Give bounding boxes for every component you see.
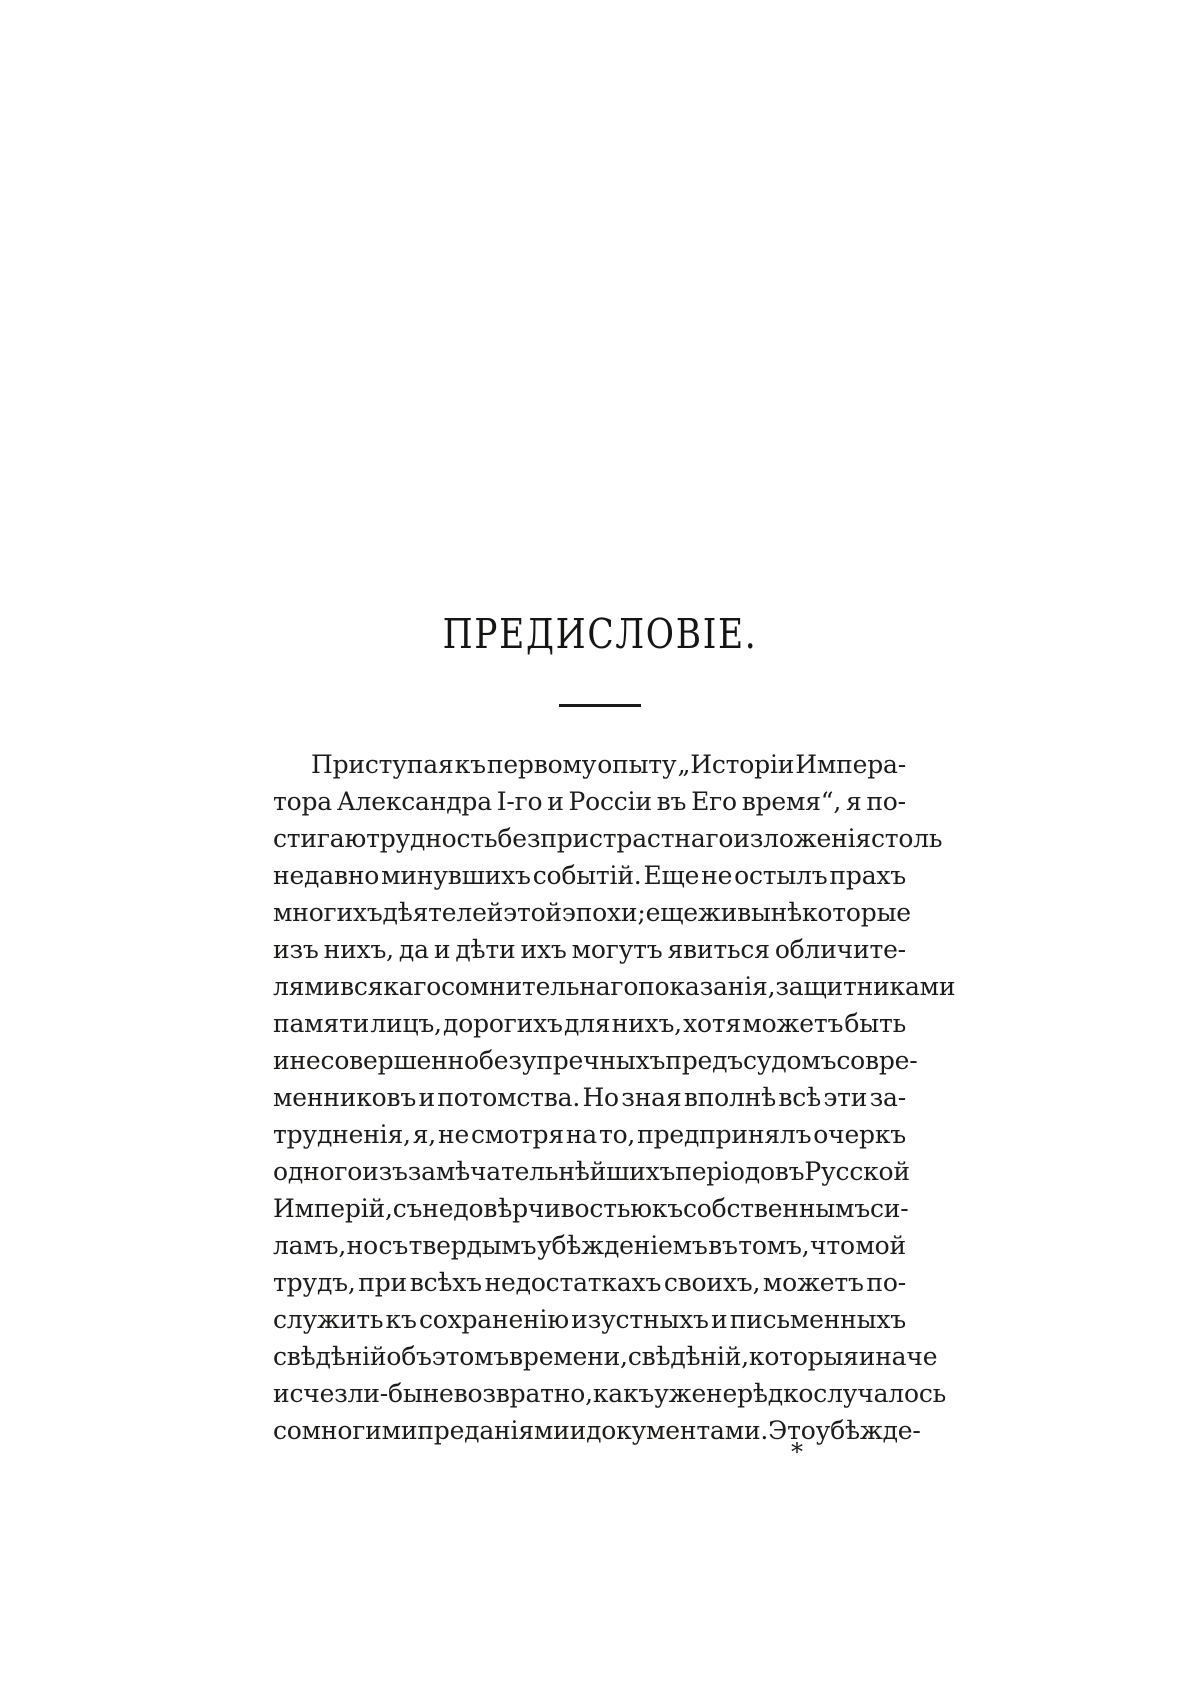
paragraph-line: одного изъ замѣчательнѣйшихъ періодовъ Русской (273, 1157, 910, 1186)
section-divider-rule (559, 704, 641, 707)
paragraph-line: ламъ, но съ твердымъ убѣжденіемъ въ томъ, что мой (273, 1231, 906, 1260)
paragraph-line: тора Александра І-го и Россіи въ Его время“, я по- (273, 787, 906, 816)
paragraph-line: стигаю трудность безпристрастнаго изложенія столь (273, 824, 943, 853)
paragraph-line: исчезли-бы невозвратно, какъ уже нерѣдко случалось (273, 1379, 947, 1408)
paragraph-line: трудъ, при всѣхъ недостаткахъ своихъ, можетъ по- (273, 1268, 906, 1297)
paragraph-line: многихъ дѣятелей этой эпохи; еще живы нѣкоторые (273, 898, 911, 927)
paragraph-line: со многими преданіями и документами. Это убѣжде- (273, 1416, 921, 1445)
paragraph-line: лями всякаго сомнительнаго показанія, защитниками (273, 972, 956, 1001)
paragraph-line: и несовершенно безупречныхъ предъ судомъ совре- (273, 1046, 918, 1075)
preface-heading: ПРЕДИСЛОВІЕ. (442, 610, 758, 658)
paragraph-line: памяти лицъ, дорогихъ для нихъ, хотя можетъ быть (273, 1009, 906, 1038)
paragraph-line: свѣдѣній объ этомъ времени, свѣдѣній, которыя иначе (273, 1342, 938, 1371)
paragraph-line: Приступая къ первому опыту „Исторіи Импера- (311, 750, 906, 779)
paragraph-line: Имперій, съ недовѣрчивостью къ собственнымъ си- (273, 1194, 909, 1223)
paragraph-line: трудненія, я, не смотря на то, предпринялъ очеркъ (273, 1120, 906, 1149)
paragraph-line: менниковъ и потомства. Но зная вполнѣ всѣ эти за- (273, 1083, 906, 1112)
paragraph-line: изъ нихъ, да и дѣти ихъ могутъ явиться обличите- (273, 935, 906, 964)
paragraph-line: служить къ сохраненію изустныхъ и письменныхъ (273, 1305, 906, 1334)
signature-asterisk-mark: * (791, 1438, 803, 1466)
preface-paragraph (273, 746, 956, 1449)
paragraph-line: недавно минувшихъ событій. Еще не остылъ прахъ (273, 861, 906, 890)
